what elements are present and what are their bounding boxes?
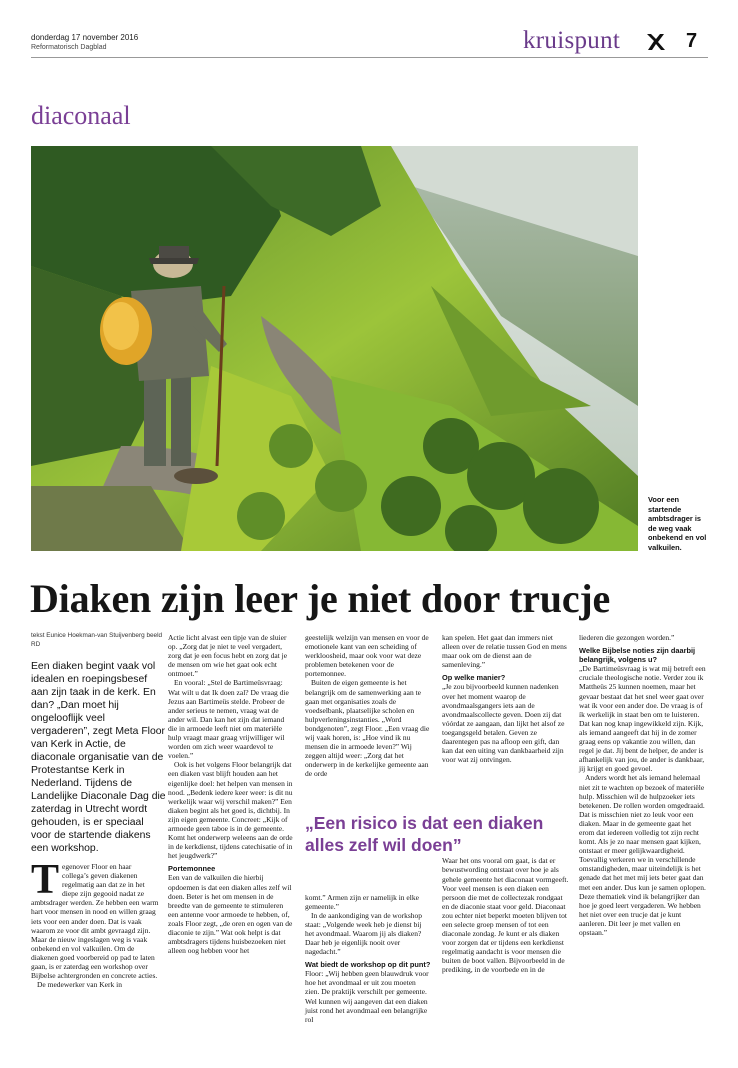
article-photo [31,146,638,551]
body-column-5 [579,633,706,937]
body-column-4 [442,633,569,975]
paragraph: „De Bartimeüsvraag is wat mij betreft een cruciale theologische notie. Verder zou ik Mattheüs 25 kunnen noemen, maar het gevaar bestaat dat het snel weer gaat over wat ík voor een ander doe. De vraag is of ík werkelijk in staat ben om te luisteren. Dat kan nog knap ingewikkeld zijn. Kijk, als iemand aangeeft dat hij in de zomer graag eens op vakantie zou willen, dan regel je dat. Jij bent de helper, de ander is afhankelijk van jou, de ander is dankbaar, jij krijgt en goed gevoel. [579,664,706,774]
body-column-1 [31,857,159,990]
paragraph: egenover Floor en haar collega’s geven diakenen regelmatig aan dat ze in het diepe zijn gegooid nadat ze ambtsdrager werden. Ze hebben een warm hart voor mensen in nood en willen graag iets voor een ander doen. Dat is vaak waarom ze voor dit ambt gevraagd zijn. Maar de nieuw ingeslagen weg is vaak onbekend en vol valkuilen. Om de diakenen goed voorbereid op pad te laten gaan, is er zaterdag een workshop over Bijbelse achtergronden en concrete acties. [31,862,159,981]
article-headline: Diaken zijn leer je niet door trucje [30,576,611,621]
paragraph: „Je zou bijvoorbeeld kunnen nadenken over het moment waarop de avondmaalsgangers iets aan de avondmaalscollecte geven. Doen zij dat vóórdat ze aangaan, dan lijkt het alsof ze toegangsgeld betalen. Geven ze daarentegen pas na afloop een gift, dan kan dat een uiting van dankbaarheid zijn voor wat zij ontvingen. [442,682,565,765]
paragraph: Floor: „Wij hebben geen blauwdruk voor hoe het avondmaal er uit zou moeten zien. De praktijk verschilt per gemeente. Wel kunnen wij aangeven dat een diaken juist rond het avondmaal een belangrijke rol [305,969,429,1024]
newspaper-name: Reformatorisch Dagblad [31,44,107,51]
photo-caption: Voor een startende ambtsdrager is de weg vaak onbekend en vol valkuilen. [648,495,707,552]
kruispunt-logo-icon [645,32,667,52]
article-kicker: diaconaal [31,101,131,130]
paragraph: Ook is het volgens Floor belangrijk dat een diaken vast blijft houden aan het eigenlijke doel: het helpen van mensen in nood. „Bedenk iedere keer weer: is dit nu werkelijk waar wij verschil maken?” Een diaken begint als het goed is, dichtbij. In zijn eigen gemeente. Concreet: „Kijk of armoede geen taboe is in de gemeente. Komt het onderwerp weleens aan de orde in de kerkdienst, tijdens catechisatie of in het jeugdwerk?” [168,760,293,861]
paragraph: En vooral: „Stel de Bartimeüsvraag: Wat wilt u dat Ik doen zal? De vraag die Jezus aan Bartimeüs stelde. Probeer de ander serieus te nemen, vraag wat de ander wil. Dan kan het zijn dat iemand die in armoede leeft niet om materiële hulp vraagt maar graag vrijwilliger wil worden om zich weer waardevol te voelen.” [168,678,289,761]
hiker-mountain-path-image [31,146,638,551]
paragraph: Een van de valkuilen die hierbij opdoemen is dat een diaken alles zelf wil doen. Beter is het om mensen in de breedte van de gemeente te stimuleren een antenne voor armoede te hebben, of, zoals Floor zegt, „de oren en ogen van de diaconie te zijn.” Wat ook helpt is dat ambtsdragers tijdens huisbezoeken niet alleen oog hebben voor het [168,873,293,956]
subheading: Portemonnee [168,864,216,874]
article-intro: Een diaken begint vaak vol idealen en roepingsbesef aan zijn taak in de kerk. En dan? „Dan moet hij ongelooflijk veel vergaderen”, zegt Meta Floor van Kerk in Actie, de diaconale organisatie van de Protestantse Kerk in Nederland. Tijdens de Landelijke Diaconale Dag die zaterdag in Utrecht wordt gehouden, is er speciaal voor de startende diakens een workshop. [31,661,166,854]
pull-quote: „Een risico is dat een diaken alles zelf wil doen” [305,813,544,855]
paragraph: Buiten de eigen gemeente is het belangrijk om de samenwerking aan te gaan met organisaties zoals de voedselbank, plaatselijke scholen en hulpverleningsinstanties. „Word bondgenoten”, zegt Floor. „Een vraag die wij vaak horen, is: „Hoe vind ik nu mensen die in armoede leven?” Wij zeggen altijd weer: „Zorg dat het onderwerp in de kerkelijke gemeente aan de orde [305,678,430,779]
paragraph: In de aankondiging van de workshop staat: „Volgende week heb je dienst bij het avondmaal. Waarom jij als diaken? Daar heb je eigenlijk nooit over nagedacht.” [305,910,423,957]
paragraph: De medewerker van Kerk in [37,980,122,990]
header-divider [31,57,708,58]
paragraph: liederen die gezongen worden.” [579,633,675,642]
paragraph: Waar het ons vooral om gaat, is dat er bewustwording ontstaat over hoe je als gehele gemeente het diaconaat vormgeeft. Voor veel mensen is een diaken een persoon die met de collectezak rondgaat en de diaconie staat voor geld. Diaconaat zou echter niet beperkt moeten blijven tot een selecte groep mensen of tot een diaconale zondag. Je kunt er als diaken voor zorgen dat er tijdens een kerkdienst regelmatig aandacht is voor mensen die buiten de boot vallen. Bijvoorbeeld in de prediking, in de voorbede en in de [442,856,569,975]
paragraph: komt.” Armen zijn er namelijk in elke gemeente.” [305,892,419,911]
paragraph: geestelijk welzijn van mensen en voor de emotionele kant van een scheiding of werkloosheid, maar ook voor wat deze problemen betekenen voor de portemonnee. [305,633,429,679]
paragraph: Actie licht alvast een tipje van de sluier op. „Zorg dat je niet te veel vergadert, zorg dat je een focus hebt en zorg dat je de mensen om wie het gaat ook echt ontmoet.” [168,633,288,679]
drop-cap: T [31,857,60,903]
paragraph: kan spelen. Het gaat dan immers niet alleen over de relatie tussen God en mens maar ook om de dienst aan de samenleving.” [442,633,567,670]
byline: tekst Eunice Hoekman-van Stuijvenberg beeld RD [31,632,163,648]
paragraph: Anders wordt het als iemand helemaal niet zit te wachten op bezoek of materiële hulp. Misschien wil de hulpzoeker iets betekenen. De rollen worden omgedraaid. Dat is misschien niet zo leuk voor een diaken. Maar in de gemeente gaat het erom dat iedereen volledig tot zijn recht komt. Als je zo naar mensen gaat kijken, ontstaat er meer gelijkwaardigheid. Toevallig verkeren we in verschillende omstandigheden, maar uiteindelijk is het genade dat het met mij iets beter gaat dan met een ander. Dus kun je samen oplopen. Deze thematiek vind ik belangrijker dan hoe je goed leert vergaderen. We hebben het niet over een trucje dat je kunt aanleren. Dit leer je met vallen en opstaan.” [579,773,706,937]
body-column-2 [168,633,295,955]
question-subheading: Welke Bijbelse noties zijn daarbij belangrijk, volgens u? [579,646,696,665]
question-subheading: Op welke manier? [442,673,506,683]
page-number: 7 [686,30,698,52]
question-subheading: Wat biedt de workshop op dit punt? [305,960,431,970]
section-title: kruispunt [523,27,621,54]
issue-date: donderdag 17 november 2016 [31,33,139,42]
